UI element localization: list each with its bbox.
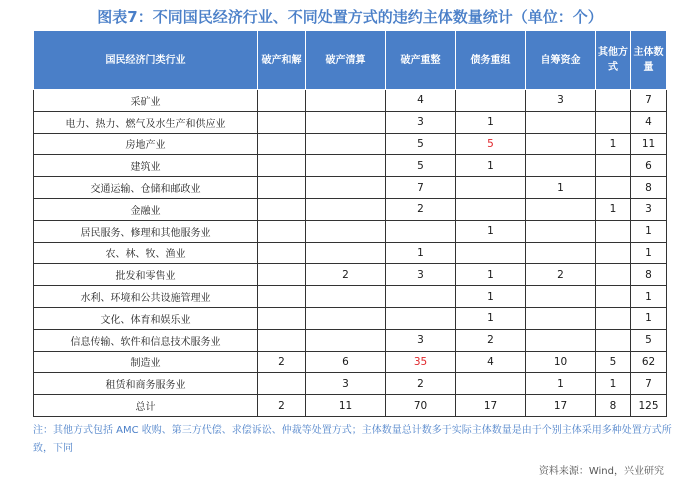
value-cell bbox=[596, 307, 631, 329]
table-header-row bbox=[34, 31, 667, 90]
table-row bbox=[34, 395, 667, 417]
value-cell: 1 bbox=[456, 111, 526, 133]
value-cell: 1 bbox=[631, 307, 667, 329]
value-cell bbox=[526, 155, 596, 177]
value-cell: 1 bbox=[456, 220, 526, 242]
industry-cell: 批发和零售业 bbox=[34, 264, 258, 286]
value-cell bbox=[526, 111, 596, 133]
value-cell bbox=[596, 90, 631, 112]
value-cell: 1 bbox=[631, 220, 667, 242]
value-cell: 1 bbox=[456, 286, 526, 308]
table-row bbox=[34, 286, 667, 308]
industry-cell: 总计 bbox=[34, 395, 258, 417]
value-cell bbox=[306, 90, 386, 112]
value-cell bbox=[306, 133, 386, 155]
value-cell: 1 bbox=[526, 373, 596, 395]
value-cell: 5 bbox=[596, 351, 631, 373]
value-cell bbox=[306, 286, 386, 308]
header-industry: 国民经济门类行业 bbox=[34, 31, 258, 90]
value-cell: 3 bbox=[386, 264, 456, 286]
value-cell: 2 bbox=[386, 373, 456, 395]
footnote: 注：其他方式包括 AMC 收购、第三方代偿、求偿诉讼、仲裁等处置方式；主体数量总计数多于实际主体数量是由于个别主体采用多种处置方式所致，下同 bbox=[33, 425, 672, 454]
value-cell bbox=[258, 111, 306, 133]
value-cell: 2 bbox=[306, 264, 386, 286]
value-cell bbox=[258, 155, 306, 177]
value-cell bbox=[258, 264, 306, 286]
value-cell: 7 bbox=[631, 373, 667, 395]
value-cell: 1 bbox=[631, 286, 667, 308]
value-cell bbox=[258, 329, 306, 351]
industry-cell: 农、林、牧、渔业 bbox=[34, 242, 258, 264]
header-subject-count: 主体数量 bbox=[631, 31, 667, 90]
header-other-methods: 其他方式 bbox=[596, 31, 631, 90]
value-cell bbox=[386, 307, 456, 329]
value-cell: 2 bbox=[258, 395, 306, 417]
value-cell bbox=[258, 90, 306, 112]
header-bankruptcy-settlement: 破产和解 bbox=[258, 31, 306, 90]
value-cell: 8 bbox=[631, 177, 667, 199]
value-cell: 3 bbox=[386, 111, 456, 133]
value-cell bbox=[596, 329, 631, 351]
value-cell bbox=[526, 220, 596, 242]
table-row bbox=[34, 351, 667, 373]
value-cell: 5 bbox=[386, 133, 456, 155]
value-cell bbox=[258, 220, 306, 242]
value-cell bbox=[258, 286, 306, 308]
value-cell: 10 bbox=[526, 351, 596, 373]
value-cell: 4 bbox=[386, 90, 456, 112]
industry-cell: 房地产业 bbox=[34, 133, 258, 155]
value-cell bbox=[386, 286, 456, 308]
table-row bbox=[34, 373, 667, 395]
value-cell: 7 bbox=[631, 90, 667, 112]
value-cell bbox=[258, 177, 306, 199]
table-row bbox=[34, 329, 667, 351]
value-cell bbox=[258, 242, 306, 264]
industry-cell: 租赁和商务服务业 bbox=[34, 373, 258, 395]
value-cell bbox=[306, 155, 386, 177]
value-cell: 3 bbox=[386, 329, 456, 351]
industry-cell: 建筑业 bbox=[34, 155, 258, 177]
value-cell bbox=[258, 198, 306, 220]
value-cell: 62 bbox=[631, 351, 667, 373]
industry-cell: 金融业 bbox=[34, 198, 258, 220]
industry-cell: 交通运输、仓储和邮政业 bbox=[34, 177, 258, 199]
value-cell: 3 bbox=[631, 198, 667, 220]
value-cell bbox=[258, 133, 306, 155]
value-cell: 6 bbox=[631, 155, 667, 177]
table-row bbox=[34, 90, 667, 112]
value-cell: 125 bbox=[631, 395, 667, 417]
value-cell: 2 bbox=[258, 351, 306, 373]
value-cell bbox=[526, 242, 596, 264]
industry-cell: 制造业 bbox=[34, 351, 258, 373]
industry-cell: 信息传输、软件和信息技术服务业 bbox=[34, 329, 258, 351]
table-row bbox=[34, 133, 667, 155]
value-cell: 4 bbox=[456, 351, 526, 373]
value-cell: 8 bbox=[596, 395, 631, 417]
header-bankruptcy-reorganization: 破产重整 bbox=[386, 31, 456, 90]
chart-title: 图表7：不同国民经济行业、不同处置方式的违约主体数量统计（单位：个） bbox=[97, 8, 603, 26]
value-cell bbox=[456, 198, 526, 220]
table-row bbox=[34, 264, 667, 286]
value-cell bbox=[526, 286, 596, 308]
value-cell: 1 bbox=[456, 307, 526, 329]
value-cell bbox=[596, 242, 631, 264]
industry-cell: 居民服务、修理和其他服务业 bbox=[34, 220, 258, 242]
value-cell bbox=[456, 373, 526, 395]
value-cell: 2 bbox=[526, 264, 596, 286]
default-subject-table bbox=[33, 30, 667, 417]
header-bankruptcy-liquidation: 破产清算 bbox=[306, 31, 386, 90]
industry-cell: 电力、热力、燃气及水生产和供应业 bbox=[34, 111, 258, 133]
value-cell: 2 bbox=[386, 198, 456, 220]
table-row bbox=[34, 111, 667, 133]
value-cell bbox=[386, 220, 456, 242]
value-cell bbox=[596, 264, 631, 286]
value-cell: 2 bbox=[456, 329, 526, 351]
industry-cell: 采矿业 bbox=[34, 90, 258, 112]
value-cell: 5 bbox=[456, 133, 526, 155]
value-cell bbox=[526, 307, 596, 329]
value-cell: 35 bbox=[386, 351, 456, 373]
table-body bbox=[34, 90, 667, 417]
value-cell bbox=[306, 111, 386, 133]
value-cell bbox=[306, 307, 386, 329]
value-cell bbox=[526, 133, 596, 155]
table-row bbox=[34, 220, 667, 242]
table-row bbox=[34, 242, 667, 264]
table-row bbox=[34, 198, 667, 220]
value-cell: 5 bbox=[386, 155, 456, 177]
table-row bbox=[34, 307, 667, 329]
value-cell: 11 bbox=[306, 395, 386, 417]
table-row bbox=[34, 177, 667, 199]
value-cell bbox=[258, 373, 306, 395]
value-cell: 6 bbox=[306, 351, 386, 373]
value-cell bbox=[526, 198, 596, 220]
value-cell bbox=[526, 329, 596, 351]
value-cell: 3 bbox=[306, 373, 386, 395]
value-cell: 1 bbox=[386, 242, 456, 264]
value-cell: 7 bbox=[386, 177, 456, 199]
value-cell bbox=[306, 242, 386, 264]
header-debt-restructuring: 债务重组 bbox=[456, 31, 526, 90]
table-row bbox=[34, 155, 667, 177]
value-cell bbox=[258, 307, 306, 329]
value-cell bbox=[596, 155, 631, 177]
value-cell bbox=[596, 111, 631, 133]
value-cell: 17 bbox=[456, 395, 526, 417]
value-cell bbox=[456, 242, 526, 264]
value-cell bbox=[306, 329, 386, 351]
value-cell: 1 bbox=[456, 264, 526, 286]
value-cell: 17 bbox=[526, 395, 596, 417]
value-cell: 11 bbox=[631, 133, 667, 155]
header-self-raised-funds: 自筹资金 bbox=[526, 31, 596, 90]
value-cell: 3 bbox=[526, 90, 596, 112]
value-cell: 8 bbox=[631, 264, 667, 286]
value-cell bbox=[596, 286, 631, 308]
value-cell bbox=[596, 220, 631, 242]
industry-cell: 文化、体育和娱乐业 bbox=[34, 307, 258, 329]
value-cell bbox=[306, 177, 386, 199]
value-cell: 4 bbox=[631, 111, 667, 133]
value-cell bbox=[306, 220, 386, 242]
value-cell: 70 bbox=[386, 395, 456, 417]
value-cell: 1 bbox=[596, 198, 631, 220]
industry-cell: 水利、环境和公共设施管理业 bbox=[34, 286, 258, 308]
value-cell bbox=[306, 198, 386, 220]
value-cell: 1 bbox=[526, 177, 596, 199]
value-cell bbox=[596, 177, 631, 199]
value-cell: 1 bbox=[631, 242, 667, 264]
source-note: 资料来源：Wind，兴业研究 bbox=[538, 466, 664, 477]
value-cell: 5 bbox=[631, 329, 667, 351]
value-cell: 1 bbox=[596, 133, 631, 155]
value-cell: 1 bbox=[456, 155, 526, 177]
value-cell: 1 bbox=[596, 373, 631, 395]
value-cell bbox=[456, 90, 526, 112]
value-cell bbox=[456, 177, 526, 199]
